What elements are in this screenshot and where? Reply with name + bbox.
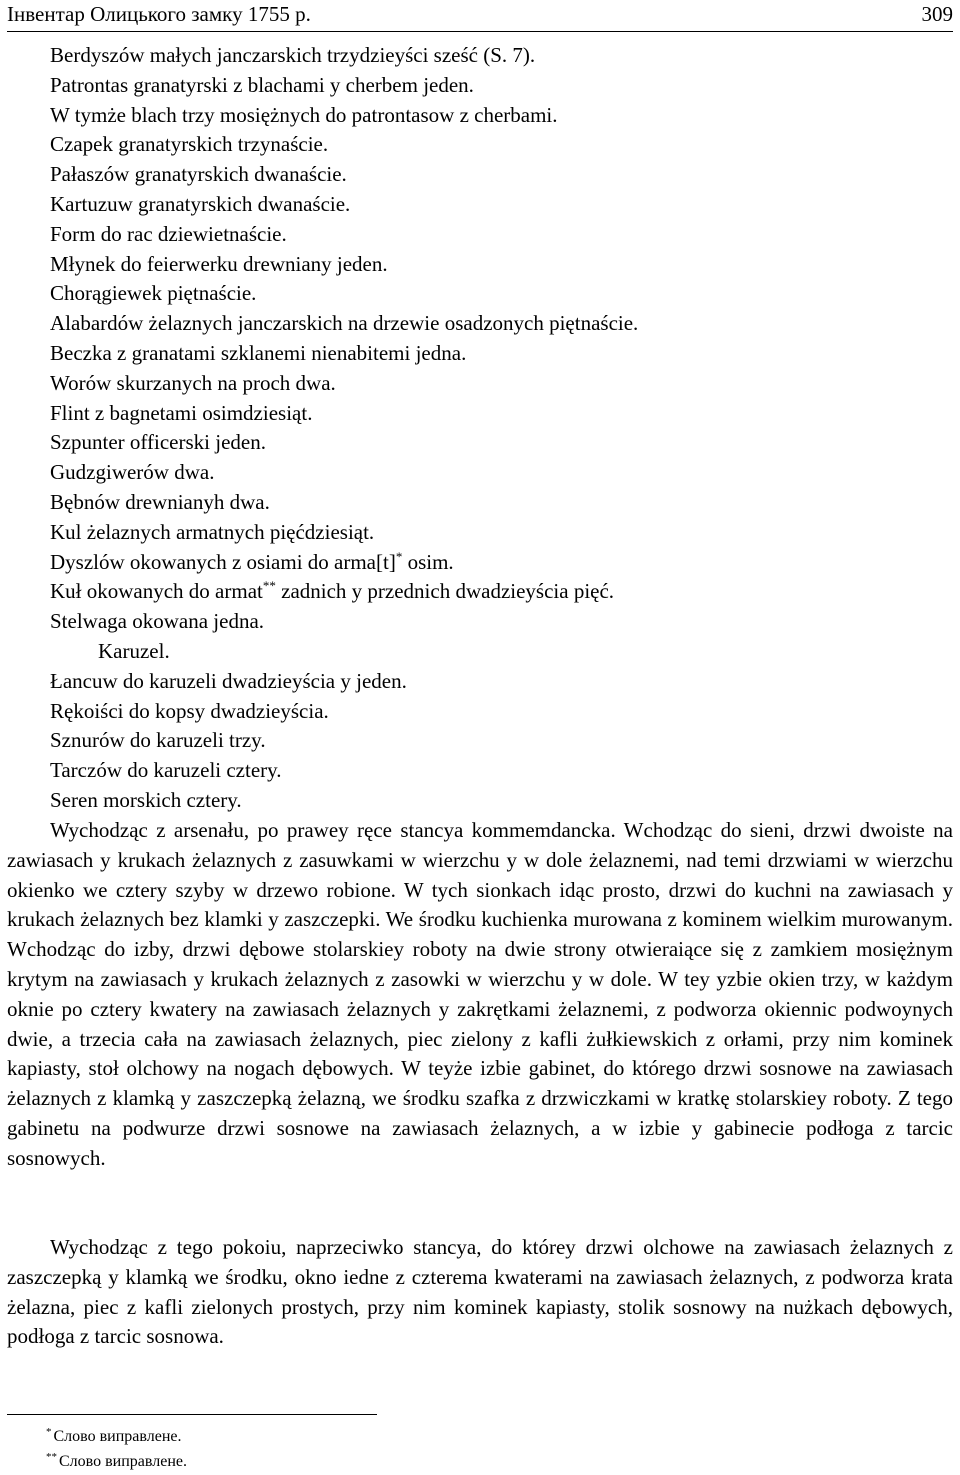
- body-paragraph: Wychodząc z arsenału, po prawey ręce stancya kommemdancka. Wchodząc do sieni, drzwi dwoiste na zawiasach y krukach żelaznych z zasuwkami w wierzchu y w dole żelaznemi, nad temi drzwiami w wierzchu okienko we cztery szyby w drzewo robione. W tych sionkach idąc prosto, drzwi do kuchni na zawiasach y krukach żelaznych bez klamki y zaszczepki. We środku kuchienka murowana z kominem wielkim murowanym. Wchodząc do izby, drzwi dębowe stolarskiey roboty na dwie strony otwieraiące się z zamkiem mosiężnym krytym na zawiasach y krukach żelaznych z zasowki w wierzchu y w dole. W tey yzbie okien trzy, w każdym oknie po cztery kwatery na zawiasach żelaznych y zakrętkami żelaznemi, z podworza okiennic podwoynych dwie, a trzecia cała na zawiasach żelaznych, piec zielony z kafli żułkiewskich z orłami, przy nim kominek kapiasty, stoł olchowy na nogach dębowych. W teyże izbie gabinet, do którego drzwi sosnowe na zawiasach żelaznych z klamką y zaszczepką żelazną, we środku szafka z drzwiczkami w kratkę stolarskiey roboty. Z tego gabinetu na podwurze drzwi sosnowe na zawiasach żelaznych, a w izbie y gabinecie podłoga z tarcic sosnowych.: [7, 818, 953, 1170]
- footnote: [46, 1424, 187, 1449]
- list-item: W tymże blach trzy mosiężnych do patrontasow z cherbami.: [50, 102, 558, 127]
- page-number: 309: [921, 2, 953, 26]
- footnote-rule: [7, 1414, 377, 1415]
- list-item: Sznurów do karuzeli trzy.: [50, 728, 266, 753]
- list-item: Szpunter officerski jeden.: [50, 430, 266, 455]
- footnote-text: Слово виправлене.: [59, 1453, 187, 1470]
- list-item: Alabardów żelaznych janczarskich na drzewie osadzonych piętnaście.: [50, 311, 639, 336]
- list-item: Flint z bagnetami osimdziesiąt.: [50, 400, 313, 425]
- list-item: Beczka z granatami szklanemi nienabitemi jedna.: [50, 340, 467, 365]
- list-item: Rękoiści do kopsy dwadzieyścia.: [50, 698, 329, 723]
- list-item: [50, 577, 950, 607]
- list-item: Patrontas granatyrski z blachami y cherbem jeden.: [50, 72, 474, 97]
- list-item-text: Kuł okowanych do armat: [50, 579, 263, 604]
- header-title: Інвентар Олицького замку 1755 р.: [7, 2, 311, 26]
- running-header: [7, 2, 953, 32]
- list-item: Berdyszów małych janczarskich trzydzieyści sześć (S. 7).: [50, 43, 536, 67]
- list-item: Gudzgiwerów dwa.: [50, 460, 215, 485]
- footnote-mark: *: [46, 1426, 52, 1438]
- list-item: Form do rac dziewietnaście.: [50, 221, 287, 246]
- footnotes: [46, 1424, 187, 1474]
- list-item: [50, 548, 950, 578]
- list-item-text: zadnich y przednich dwadzieyścia pięć.: [275, 579, 615, 604]
- list-item: Czapek granatyrskich trzynaście.: [50, 132, 329, 157]
- list-item: Stelwaga okowana jedna.: [50, 609, 265, 634]
- list-item: Bębnów drewnianyh dwa.: [50, 489, 270, 514]
- list-item: Chorągiewek piętnaście.: [50, 281, 257, 306]
- footnote-marker: *: [395, 548, 403, 564]
- list-item: Worów skurzanych na proch dwa.: [50, 370, 336, 395]
- inventory-list: [50, 41, 950, 816]
- list-item-text: osim.: [402, 549, 454, 574]
- footnote-marker: **: [262, 578, 276, 594]
- list-item-text: Dyszlów okowanych z osiami do arma[t]: [50, 549, 396, 574]
- list-item: Seren morskich cztery.: [50, 787, 242, 812]
- list-item: Młynek do feierwerku drewniany jeden.: [50, 251, 388, 276]
- list-item: Tarczów do karuzeli cztery.: [50, 758, 282, 783]
- list-item: Pałaszów granatyrskich dwanaście.: [50, 162, 347, 187]
- list-item: Kul żelaznych armatnych pięćdziesiąt.: [50, 519, 375, 544]
- section-heading: Karuzel.: [98, 638, 170, 663]
- footnote: [46, 1449, 187, 1474]
- footnote-text: Слово виправлене.: [53, 1428, 182, 1445]
- list-item: Kartuzuw granatyrskich dwanaście.: [50, 191, 351, 216]
- footnote-mark: **: [46, 1451, 57, 1463]
- header-rule: [7, 31, 953, 32]
- body-paragraph: Wychodząc z tego pokoiu, naprzeciwko stancya, do którey drzwi olchowe na zawiasach żelaznych z zaszczepką y klamką we środku, okno iedne z czterema kwaterami na zawiasach żelaznych, z podworza krata żelazna, piec z kafli zielonych prostych, przy nim kominek kapiasty, stolik sosnowy na nużkach dębowych, podłoga z tarcic sosnowa.: [7, 1235, 953, 1349]
- list-item: Łancuw do karuzeli dwadzieyścia y jeden.: [50, 668, 407, 693]
